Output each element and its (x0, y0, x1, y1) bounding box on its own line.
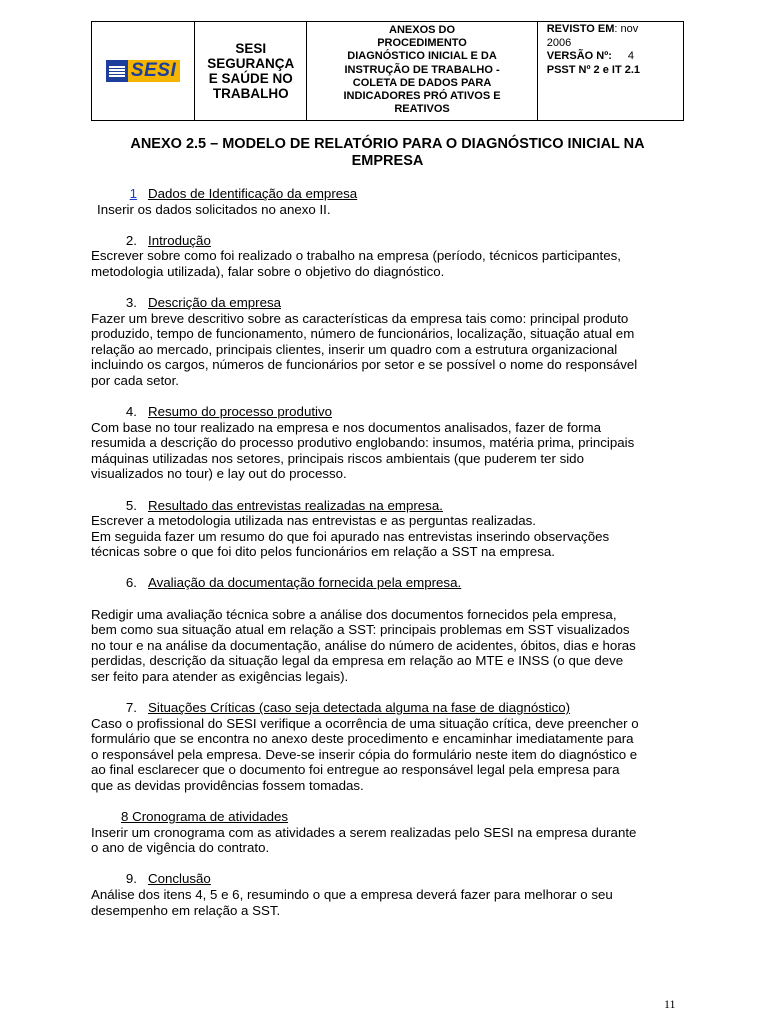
section-identification: 1 Dados de Identificação da empresa Inserir os dados solicitados no anexo II. (91, 186, 678, 217)
section-heading: Descrição da empresa (148, 294, 282, 310)
annex-title: ANEXO 2.5 – MODELO DE RELATÓRIO PARA O DIAGNÓSTICO INICIAL NA EMPRESA (130, 136, 645, 169)
revisto-value: : nov (614, 23, 639, 35)
section-number-link[interactable]: 1 (129, 186, 137, 201)
sesi-logo-text: SESI (128, 60, 180, 82)
section-number: 2. (125, 232, 137, 248)
section-number: 5. (125, 497, 137, 513)
revisto-year: 2006 (546, 36, 572, 49)
section-heading: Resultado das entrevistas realizadas na empresa. (148, 497, 443, 513)
section-number: 7. (125, 700, 137, 716)
section-number: 4. (125, 404, 137, 420)
section-number: 3. (125, 294, 137, 310)
revisto-label: REVISTO EM (546, 23, 615, 35)
versao-label: VERSÃO Nº: (546, 50, 612, 62)
section-interview-results: 5. Resultado das entrevistas realizadas na empresa. Escrever a metodologia utilizada nas entrevistas e as perguntas realizadas. Em seguida fazer um resumo do que foi apurado nas entrevistas inserindo observações técnicas sobre o que foi dito pelos funcionários em relação a SST na empresa. (91, 497, 610, 560)
section-introduction: 2. Introdução Escrever sobre como foi realizado o trabalho na empresa (período, técnicos participantes, metodologia utilizada), falar sobre o objetivo do diagnóstico. (91, 232, 621, 279)
sesi-logo-mark-icon (106, 60, 128, 82)
document-header (91, 21, 684, 121)
section-heading: Resumo do processo produtivo (148, 404, 333, 420)
section-conclusion: 9. Conclusão Análise dos itens 4, 5 e 6, resumindo o que a empresa deverá fazer para melhorar o seu desempenho em relação a SST. (91, 871, 613, 918)
header-title: SESI SEGURANÇA E SAÚDE NO TRABALHO (195, 22, 307, 121)
section-heading: Conclusão (148, 871, 211, 887)
section-critical-situations: 7. Situações Críticas (caso seja detectada alguma na fase de diagnóstico) Caso o profissional do SESI verifique a ocorrência de uma situação crítica, deve preencher o formulário que se encontra no anexo deste procedimento e encaminhar imediatamente para o responsável pela empresa. Deve-se inserir cópia do formulário neste item do diagnóstico e ao final esclarecer que o documento foi entregue ao responsável legal pela empresa para que as devidas providências fossem tomadas. (91, 700, 639, 793)
header-revision (537, 22, 683, 121)
sesi-logo (106, 60, 180, 82)
section-heading: Dados de Identificação da empresa (148, 186, 358, 201)
section-heading: 8 Cronograma de atividades (121, 809, 289, 825)
section-schedule: 8 Cronograma de atividades Inserir um cronograma com as atividades a serem realizadas pelo SESI na empresa durante o ano de vigência do contrato. (91, 809, 637, 856)
section-documentation-evaluation: 6. Avaliação da documentação fornecida pela empresa. Redigir uma avaliação técnica sobre a análise dos documentos fornecidos pela empresa, bem como sua situação atual em relação a SST: principais problemas em SST visualizados no tour e na análise da documentação, análise do número de acidentes, óbitos, dias e horas perdidas, descrição da situação legal da empresa em relação ao MTE e INSS (o que deve ser feito para atender as exigências legais). (91, 575, 636, 684)
page-number: 11 (664, 997, 676, 1011)
report-body (91, 186, 678, 934)
section-number: 9. (125, 871, 137, 887)
section-company-description: 3. Descrição da empresa Fazer um breve descritivo sobre as características da empresa tais como: principal produto produzido, tempo de funcionamento, número de funcionários, localização, situação atual em relação ao mercado, principais clientes, inserir um quadro com a estrutura organizacional incluindo os cargos, números de funcionários por setor e se possível o nome do responsável por cada setor. (91, 294, 638, 388)
psst-code: PSST Nº 2 e IT 2.1 (546, 63, 641, 76)
section-number: 6. (125, 575, 137, 591)
section-heading: Avaliação da documentação fornecida pela empresa. (148, 575, 462, 591)
section-heading: Situações Críticas (caso seja detectada alguma na fase de diagnóstico) (148, 700, 571, 716)
logo-cell (92, 22, 195, 121)
versao-value: 4 (627, 50, 634, 62)
section-production-process: 4. Resumo do processo produtivo Com base no tour realizado na empresa e nos documentos analisados, fazer de forma resumida a descrição do processo produtivo englobando: insumos, matéria prima, principais máquinas utilizadas nos setores, principais riscos ambientais (que puderem ter sido visualizados no tour) e lay out do processo. (91, 404, 635, 482)
section-heading: Introdução (148, 232, 211, 248)
header-procedure: ANEXOS DO PROCEDIMENTO DIAGNÓSTICO INICIAL E DA INSTRUÇÃO DE TRABALHO - COLETA DE DADOS PARA INDICADORES PRÓ ATIVOS E REATIVOS (307, 22, 537, 121)
